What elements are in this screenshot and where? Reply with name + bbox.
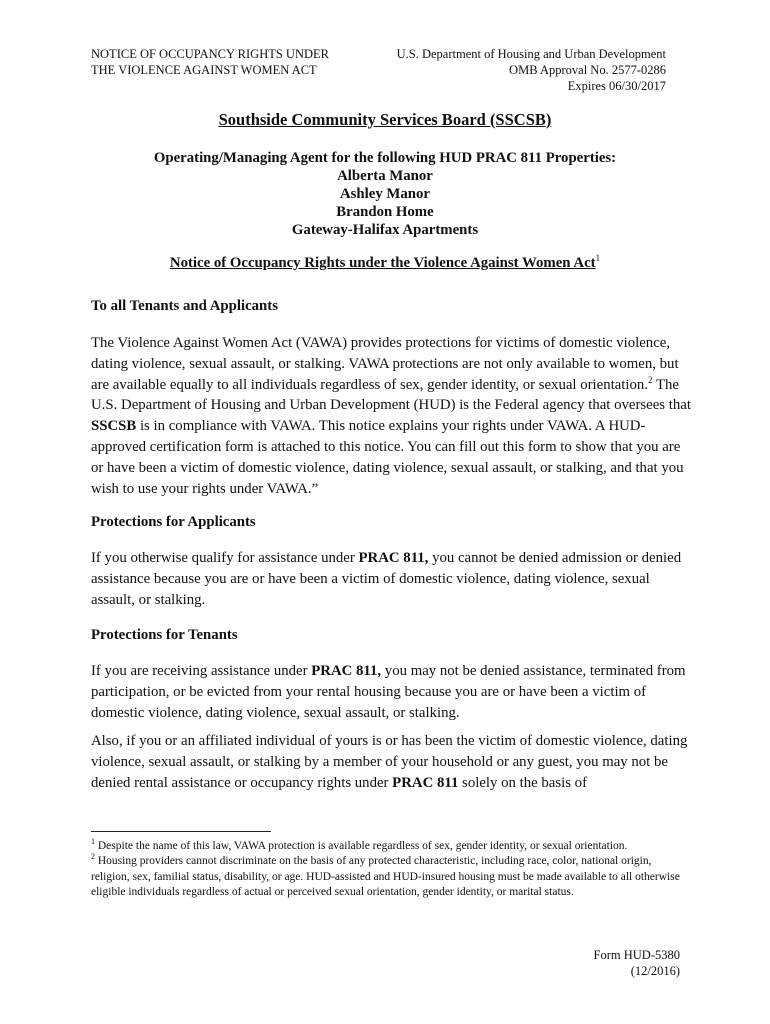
notice-title (0, 255, 770, 272)
footnote-number: 1 (91, 837, 95, 847)
footnote-ref-2: 2 (648, 374, 653, 385)
agency-abbrev: SSCSB (91, 418, 137, 435)
form-revision: (12/2016) (630, 964, 680, 978)
footnote-divider (91, 831, 271, 832)
section-heading-tenants: Protections for Tenants (91, 627, 238, 643)
property-name: Gateway-Halifax Apartments (291, 222, 479, 238)
agent-line: Operating/Managing Agent for the following HUD PRAC 811 Properties: (153, 150, 617, 166)
footnote-1 (91, 839, 691, 854)
paragraph-tenants-2 (91, 731, 691, 793)
paragraph-text: Also, if you or an affiliated individual of yours is or has been the victim of domestic violence, dating violence, sexual assault, or stalking by a member of your household or any guest, you may not be denied rental assistance or occupancy rights under (91, 733, 688, 791)
footnote-ref-1: 1 (595, 253, 601, 264)
header-left-line-1: NOTICE OF OCCUPANCY RIGHTS UNDER (91, 47, 329, 61)
paragraph-text: is in compliance with VAWA. This notice explains your rights under VAWA. A HUD-approved certification form is attached to this notice. You can fill out this form to show that you are or have been a victim of domestic violence, dating violence, sexual assault, or stalking, and that you wish to use your rights under VAWA.” (91, 418, 684, 497)
paragraph-applicants (91, 548, 691, 610)
omb-approval: OMB Approval No. 2577-0286 (509, 63, 666, 77)
section-heading-all: To all Tenants and Applicants (91, 298, 278, 314)
paragraph-text: you may not be denied assistance, terminated from participation, or be evicted from your rental housing because you are or have been a victim of domestic violence, dating violence, sexual assault, or stalking. (91, 663, 686, 721)
paragraph-text: you cannot be denied admission or denied assistance because you are or have been a victim of domestic violence, dating violence, sexual assault, or stalking. (91, 550, 682, 608)
program-name: PRAC 811 (392, 774, 459, 791)
form-number: Form HUD-5380 (593, 948, 680, 962)
program-name: PRAC 811, (311, 663, 382, 679)
agent-properties-block (0, 149, 770, 239)
paragraph-text: The Violence Against Women Act (VAWA) provides protections for victims of domestic violence, dating violence, sexual assault, or stalking. VAWA protections are not only available to women, but are available equally to all individuals regardless of sex, gender identity, or sexual orientation. (91, 335, 679, 393)
paragraph-tenants-1 (91, 661, 691, 723)
agency-name: U.S. Department of Housing and Urban Development (396, 47, 666, 61)
paragraph-text: If you otherwise qualify for assistance under (91, 550, 359, 566)
form-identifier (594, 947, 680, 979)
footnote-text: Despite the name of this law, VAWA protection is available regardless of sex, gender identity, or sexual orientation. (95, 840, 628, 852)
expiration-date: Expires 06/30/2017 (567, 79, 666, 93)
property-name: Brandon Home (336, 204, 434, 220)
paragraph-text: The U.S. Department of Housing and Urban Development (HUD) is the Federal agency that oversees that (91, 376, 691, 414)
footnote-text: Housing providers cannot discriminate on the basis of any protected characteristic, including race, color, national origin, religion, sex, familial status, disability, or age. HUD-assisted and HUD-insured housing must be made available to all otherwise eligible individuals regardless of actual or perceived sexual orientation, gender identity, or marital status. (91, 855, 680, 899)
notice-title-text: Notice of Occupancy Rights under the Violence Against Women Act (169, 255, 596, 271)
property-name: Alberta Manor (337, 168, 433, 184)
footnote-2 (91, 854, 691, 900)
form-header-right (397, 46, 666, 94)
paragraph-text: solely on the basis of (458, 774, 587, 791)
section-heading-applicants: Protections for Applicants (91, 514, 256, 530)
paragraph-vawa-intro (91, 333, 691, 499)
footnotes (91, 839, 691, 901)
header-left-line-2: THE VIOLENCE AGAINST WOMEN ACT (91, 63, 317, 77)
document-title: Southside Community Services Board (SSCSB) (218, 110, 552, 129)
program-name: PRAC 811, (358, 550, 429, 566)
property-name: Ashley Manor (339, 186, 430, 202)
form-header-left (91, 46, 329, 78)
footnote-number: 2 (91, 852, 95, 862)
paragraph-text: If you are receiving assistance under (91, 663, 312, 679)
